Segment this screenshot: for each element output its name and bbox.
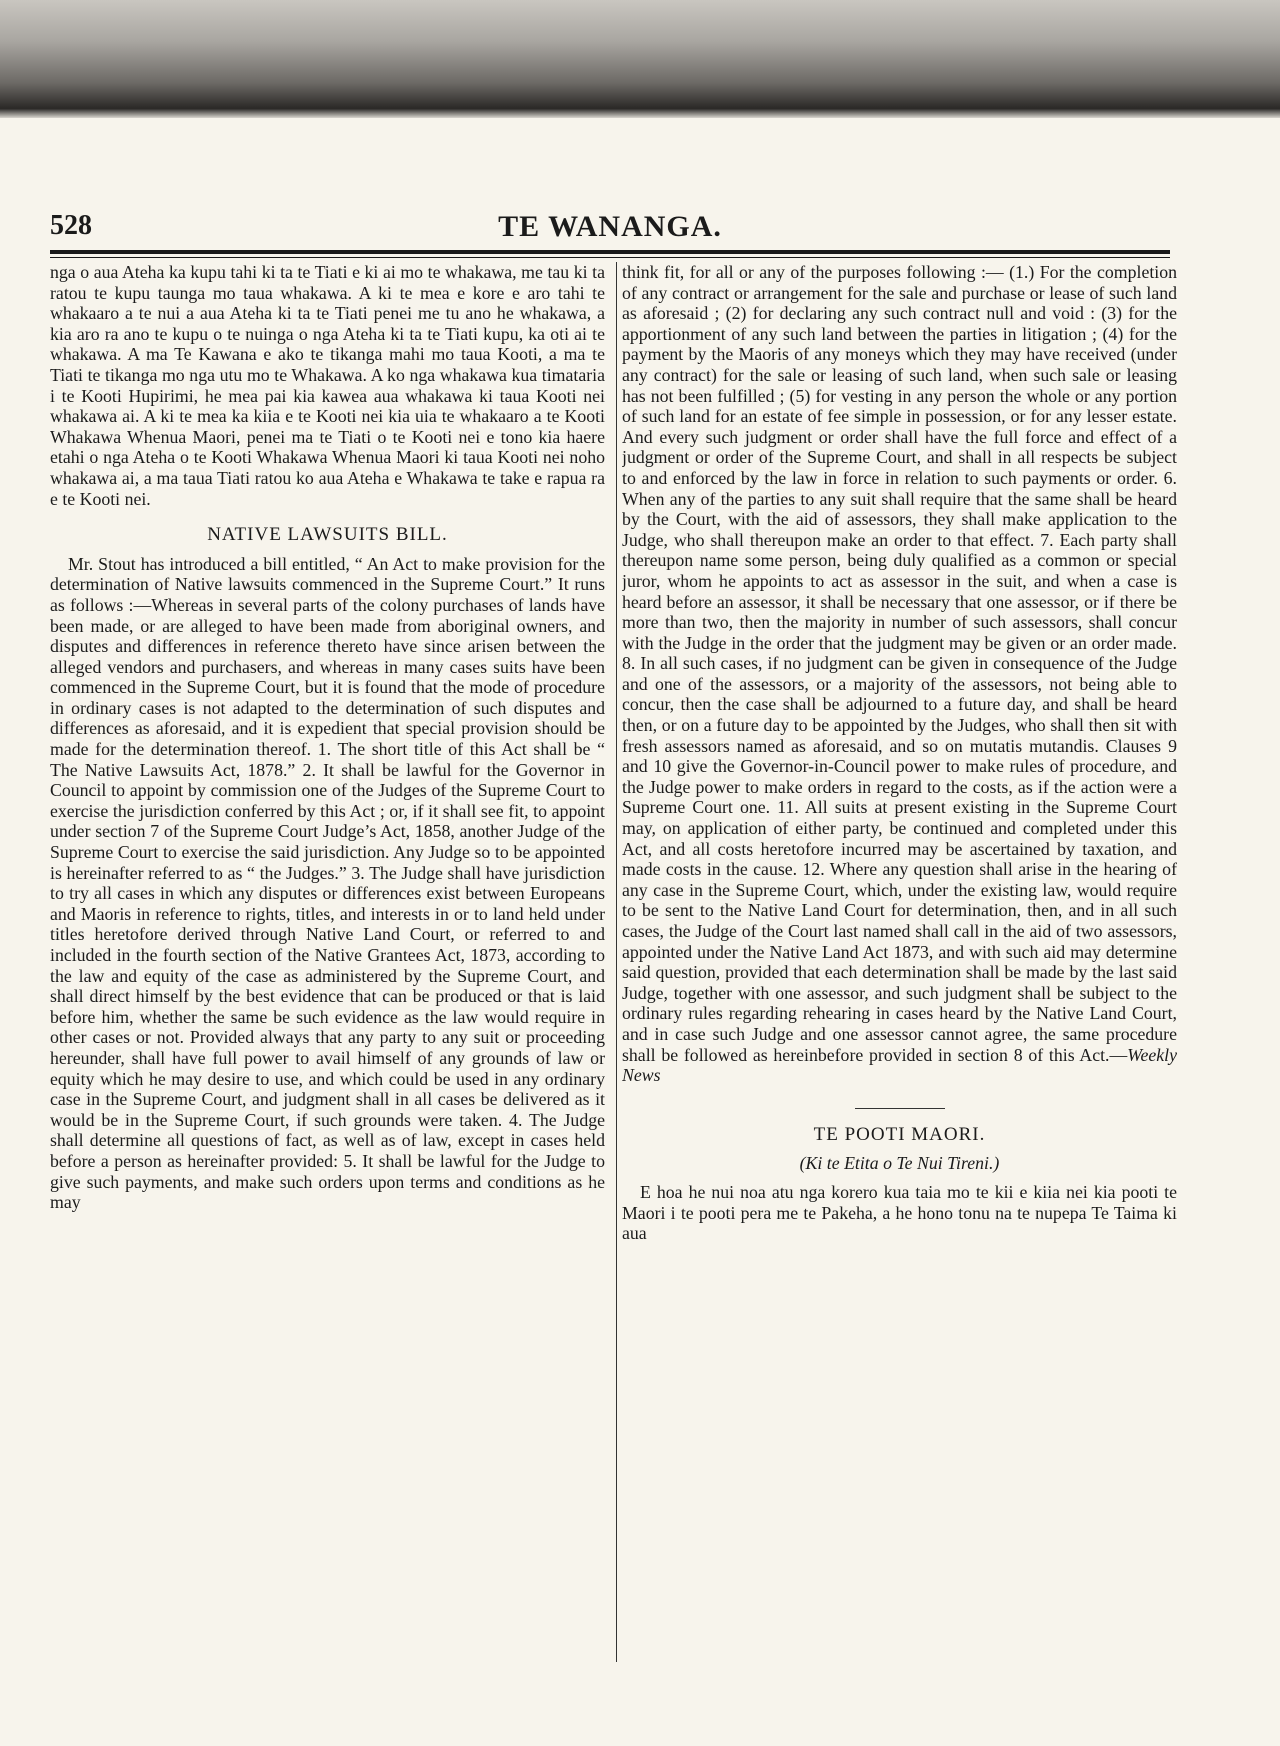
header-rule-thick: [50, 250, 1170, 254]
page-number: 528: [50, 210, 92, 241]
section-divider: [855, 1108, 945, 1109]
masthead-title: TE WANANGA.: [498, 210, 722, 243]
maori-paragraph: nga o aua Ateha ka kupu tahi ki ta te Tiati e ki ai mo te whakawa, me tau ki ta ratou te kupu taunga mo taua whakawa. A ki te mea e kore e aro tahi te whakaaro a te nui a aua Ateha ki ta te Tiati penei me tu ano he whakawa, a kia aro ra ano te kupu o te nuinga o nga Ateha ki ta te Tiati kupu, ka oti ai te whakawa. A ma Te Kawana e ako te tikanga mahi mo taua Kooti, a ma te Tiati te tikanga mo nga utu mo te Whakawa. A ko nga whakawa kua timataria i te Kooti Hupirimi, he mea pai kia kawea aua whakawa ki taua Kooti nei whakawa ai. A ki te mea ka kiia e te Kooti nei kia uia te whakaaro a te Kooti Whakawa Whenua Maori, penei ma te Tiati o te Kooti nei e tono kia haere etahi o nga Ateha o te Kooti Whakawa Whenua Maori ki taua Kooti nei noho whakawa ai, a ma taua Tiati ratou ko aua Ateha e Whakawa te take e rapua ra e te Kooti nei.: [50, 262, 605, 509]
page-header: [50, 210, 1170, 250]
bill-text-part1: Mr. Stout has introduced a bill entitled, “ An Act to make provision for the determination of Native lawsuits commenced in the Supreme Court.” It runs as follows :—Whereas in several parts of the colony purchases of lands have been made, or are alleged to have been made from aboriginal owners, and disputes and differences in reference thereto have since arisen between the alleged vendors and purchasers, and whereas in many cases suits have been commenced in the Supreme Court, but it is found that the mode of procedure in ordinary cases is not adapted to the determination of such disputes and differences as aforesaid, and it is expedient that special provision should be made for the determination thereof. 1. The short title of this Act shall be “ The Native Lawsuits Act, 1878.” 2. It shall be lawful for the Governor in Council to appoint by commission one of the Judges of the Supreme Court to exercise the jurisdiction conferred by this Act ; or, if it shall see fit, to appoint under section 7 of the Supreme Court Judge’s Act, 1858, another Judge of the Supreme Court to exercise the said jurisdiction. Any Judge so to be appointed is hereinafter referred to as “ the Judges.” 3. The Judge shall have jurisdiction to try all cases in which any disputes or differences exist between Europeans and Maoris in reference to rights, titles, and interests in or to land held under titles heretofore derived through Native Land Court, or referred to and included in the fourth section of the Native Grantees Act, 1873, according to the law and equity of the case as administered by the Supreme Court, and shall direct himself by the best evidence that can be produced or that is laid before him, whether the same be such evidence as the law would require in other cases or not. Provided always that any party to any suit or proceeding hereunder, shall have full power to avail himself of any grounds of law or equity which he may desire to use, and which could be used in any ordinary case in the Supreme Court, and judgment shall in all cases be delivered as it would be in the Supreme Court, if such grounds were taken. 4. The Judge shall determine all questions of fact, as well as of law, except in cases held before a person as hereinafter provided: 5. It shall be lawful for the Judge to give such payments, and make such orders upon terms and conditions as he may: [50, 553, 605, 1213]
header-rule-thin: [50, 257, 1170, 258]
pooti-subtitle: (Ki te Etita o Te Nui Tireni.): [799, 1153, 1000, 1174]
bill-title: NATIVE LAWSUITS BILL.: [207, 524, 448, 546]
bill-text-part2-paragraph: [622, 262, 1177, 1086]
scan-top-band: [0, 0, 1280, 118]
pooti-text: E hoa he nui noa atu nga korero kua taia mo te kii e kiia nei kia pooti te Maori i te pooti pera me te Pakeha, a he hono tonu na te nupepa Te Taima ki aua: [622, 1181, 1177, 1244]
pooti-title: TE POOTI MAORI.: [813, 1123, 986, 1145]
left-column: [50, 262, 605, 1662]
right-column: [622, 262, 1177, 1662]
bill-text-part2: think fit, for all or any of the purposes following :— (1.) For the completion of any contract or arrangement for the sale and purchase or lease of such land as aforesaid ; (2) for declaring any such contract null and void : (3) for the apportionment of any such land between the parties in litigation ; (4) for the payment by the Maoris of any moneys which they may have received (under any contract) for the sale or leasing of such land, when such sale or leasing has not been fulfilled ; (5) for vesting in any person the whole or any portion of such land for an estate of fee simple in possession, or for any lesser estate. And every such judgment or order shall have the full force and effect of a judgment or order of the Supreme Court, and shall in all respects be subject to and enforced by the law in force in relation to such payments or order. 6. When any of the parties to any suit shall require that the same shall be heard by the Court, with the aid of assessors, they shall make application to the Judge, who shall thereupon make an order to that effect. 7. Each party shall thereupon name some person, being duly qualified as a common or special juror, whom he appoints to act as assessor in the suit, and when a case is heard before an assessor, it shall be necessary that one assessor, or if there be more than two, then the majority in number of such assessors, shall concur with the Judge in the order that the judgment may be given or an order made. 8. In all such cases, if no judgment can be given in consequence of the Judge and one of the assessors, or a majority of the assessors, not being able to concur, then the case shall be adjourned to a future day, and shall be heard then, or on a future day to be appointed by the Judges, who shall then sit with fresh assessors named as aforesaid, and so on mutatis mutandis. Clauses 9 and 10 give the Governor-in-Council power to make rules of procedure, and the Judge power to make orders in regard to the costs, as if the action were a Supreme Court one. 11. All suits at present existing in the Supreme Court may, on application of either party, be continued and completed under this Act, and all costs heretofore incurred may be ascertained by taxation, and made costs in the cause. 12. Where any question shall arise in the hearing of any case in the Supreme Court, which, under the existing law, would require to be sent to the Native Land Court for determination, then, and in all such cases, the Judge of the Court last named shall call in the aid of two assessors, appointed under the Native Land Act 1873, and with such aid may determine said question, provided that each determination shall be made by the last said Judge, together with one assessor, and such judgment shall be subject to the ordinary rules regarding rehearing in cases heard by the Native Land Court, and in case such Judge and one assessor cannot agree, the same procedure shall be followed as hereinbefore provided in section 8 of this Act.—: [622, 262, 1177, 1065]
column-divider: [616, 262, 617, 1662]
source-attribution: Weekly News: [622, 1044, 1177, 1086]
